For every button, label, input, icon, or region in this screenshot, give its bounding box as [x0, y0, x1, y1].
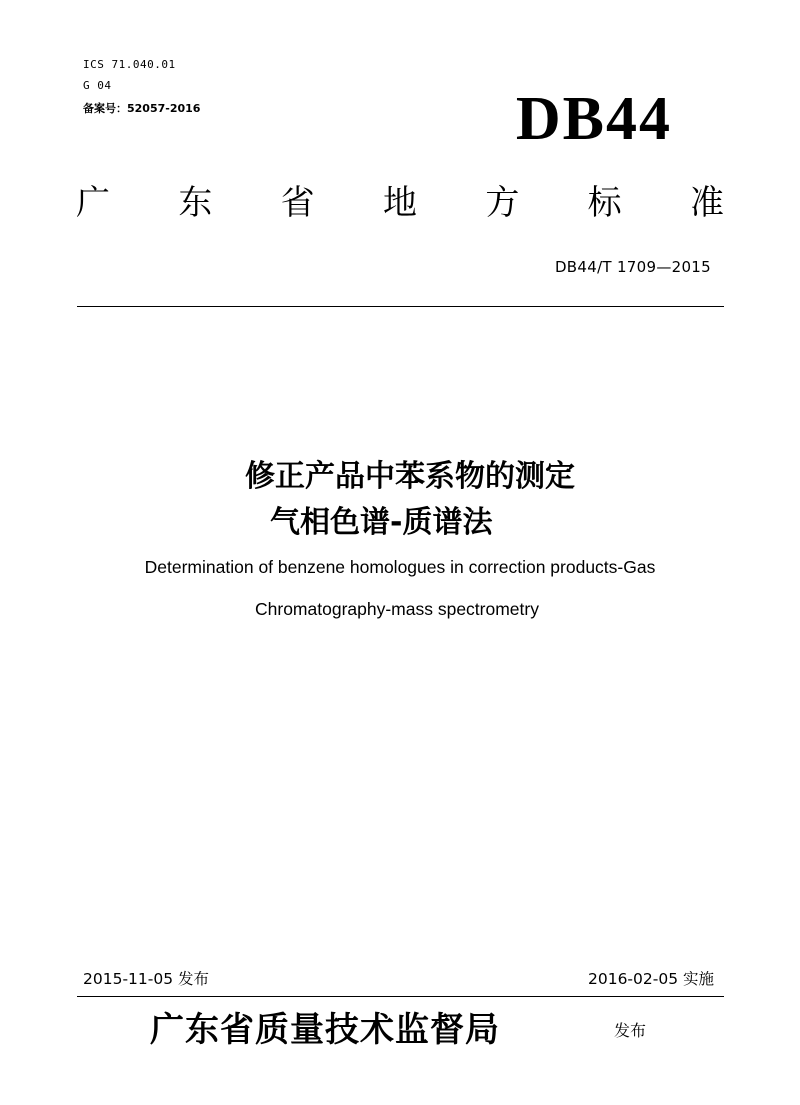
top-divider: [77, 306, 724, 307]
bottom-divider: [77, 996, 724, 997]
issuing-authority: 广东省质量技术监督局: [150, 1010, 500, 1050]
db44-logo: DB44: [515, 85, 672, 153]
standard-type-char: 准: [689, 183, 724, 223]
title-chinese-line1: 修正产品中苯系物的测定: [245, 459, 575, 494]
title-english-line2: Chromatography-mass spectrometry: [255, 599, 539, 619]
title-chinese-line2: 气相色谱-质谱法: [270, 505, 493, 540]
issuing-authority-suffix: 发布: [614, 1021, 647, 1040]
standard-type-char: 地: [382, 183, 417, 223]
standard-type-char: 广: [76, 183, 110, 223]
standard-number: DB44/T 1709—2015: [554, 258, 711, 276]
standard-type-char: 东: [178, 183, 213, 223]
classification-code: G 04: [83, 79, 112, 92]
issue-date: 2015-11-05 发布: [83, 970, 210, 988]
implementation-date: 2016-02-05 实施: [587, 970, 714, 988]
standard-type-char: 标: [587, 183, 622, 223]
ics-code: ICS 71.040.01: [83, 58, 176, 71]
title-english-line1: Determination of benzene homologues in correction products-Gas: [144, 557, 656, 577]
standard-type-char: 省: [280, 183, 315, 223]
standard-type-char: 方: [485, 183, 520, 223]
record-number: 备案号：52057-2016: [83, 102, 201, 115]
standard-type-heading: [76, 180, 724, 226]
